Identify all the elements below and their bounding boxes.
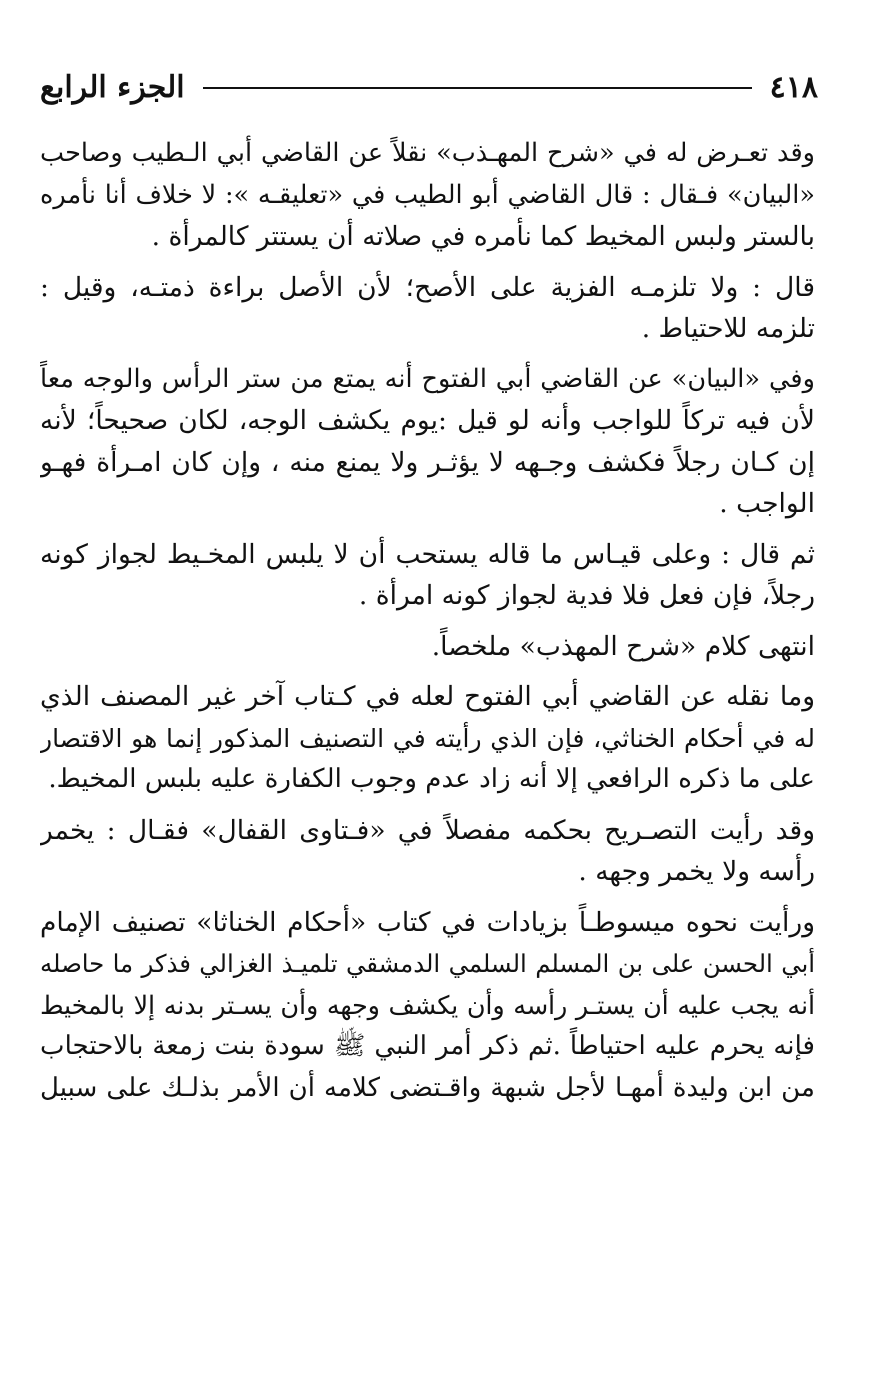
- running-header: [40, 66, 818, 110]
- paragraph: [40, 810, 815, 893]
- text-line: رأسه ولا يخمر وجهه .: [578, 856, 815, 887]
- header-rule: [203, 87, 752, 89]
- paragraph: [40, 534, 815, 617]
- paragraph: [40, 267, 815, 350]
- paragraph: [40, 626, 815, 668]
- text-line: من ابن وليدة أمهـا لأجل شبهة واقـتضى كلامه أن الأمر بذلـك على سبيل: [40, 1072, 815, 1103]
- text-line: «البيان» فـقال : قال القاضي أبو الطيب في «تعليقـه »: لا خلاف أنا نأمره: [40, 179, 815, 210]
- text-line: ثم قال : وعلى قيـاس ما قاله يستحب أن لا يلبس المخـيط لجواز كونه: [40, 538, 815, 570]
- text-line: أبي الحسن على بن المسلم السلمي الدمشقي تلميـذ الغزالي فذكر ما حاصله: [40, 949, 815, 978]
- text-line: أنه يجب عليه أن يستـر رأسه وأن يكشف وجهه وأن يسـتر بدنه إلا بالمخيط: [40, 990, 815, 1020]
- page-number: ٤١٨: [769, 70, 818, 105]
- paragraph: [40, 359, 815, 525]
- text-line: إن كـان رجلاً فكشف وجـهه لا يؤثـر ولا يمنع منه ، وإن كان امـرأة فهـو: [40, 446, 815, 478]
- text-line: ورأيت نحوه ميسوطـاً بزيادات في كتاب «أحكام الخناثا» تصنيف الإمام: [40, 906, 815, 938]
- text-line: بالستر ولبس المخيط كما نأمره في صلاته أن يستتر كالمرأة .: [151, 221, 815, 252]
- text-line: وقد رأيت التصـريح بحكمه مفصلاً في «فـتاوى القفال» فقـال : يخمر: [40, 814, 815, 846]
- paragraph: [40, 133, 815, 258]
- paragraph: [40, 676, 815, 801]
- text-line: قال : ولا تلزمـه الفزية على الأصح؛ لأن الأصل براءة ذمتـه، وقيل :: [40, 271, 815, 303]
- body-text: [40, 133, 815, 1118]
- text-line: على ما ذكره الرافعي إلا أنه زاد عدم وجوب الكفارة عليه بلبس المخيط.: [48, 764, 815, 794]
- text-line: انتهى كلام «شرح المهذب» ملخصاً.: [431, 630, 815, 662]
- text-line: رجلاً، فإن فعل فلا فدية لجواز كونه امرأة .: [358, 580, 815, 611]
- text-line: وفي «البيان» عن القاضي أبي الفتوح أنه يمتع من ستر الرأس والوجه معاً: [40, 363, 815, 394]
- text-line: لأن فيه تركاً للواجب وأنه لو قيل :يوم يكشف الوجه، لكان صحيحاً؛ لأنه: [40, 405, 815, 436]
- text-line: الواجب .: [719, 488, 815, 519]
- text-line: فإنه يحرم عليه احتياطاً .ثم ذكر أمر النبي ﷺ سودة بنت زمعة بالاحتجاب: [40, 1031, 815, 1061]
- text-line: وما نقله عن القاضي أبي الفتوح لعله في كـتاب آخر غير المصنف الذي: [40, 681, 815, 712]
- text-line: له في أحكام الخناثي، فإن الذي رأيته في التصنيف المذكور إنما هو الاقتصار: [40, 723, 815, 753]
- text-line: وقد تعـرض له في «شرح المهـذب» نقلاً عن القاضي أبي الـطيب وصاحب: [40, 138, 815, 168]
- text-line: تلزمه للاحتياط .: [641, 313, 815, 344]
- chapter-title: الجزء الرابع: [40, 70, 185, 105]
- paragraph: [40, 902, 815, 1110]
